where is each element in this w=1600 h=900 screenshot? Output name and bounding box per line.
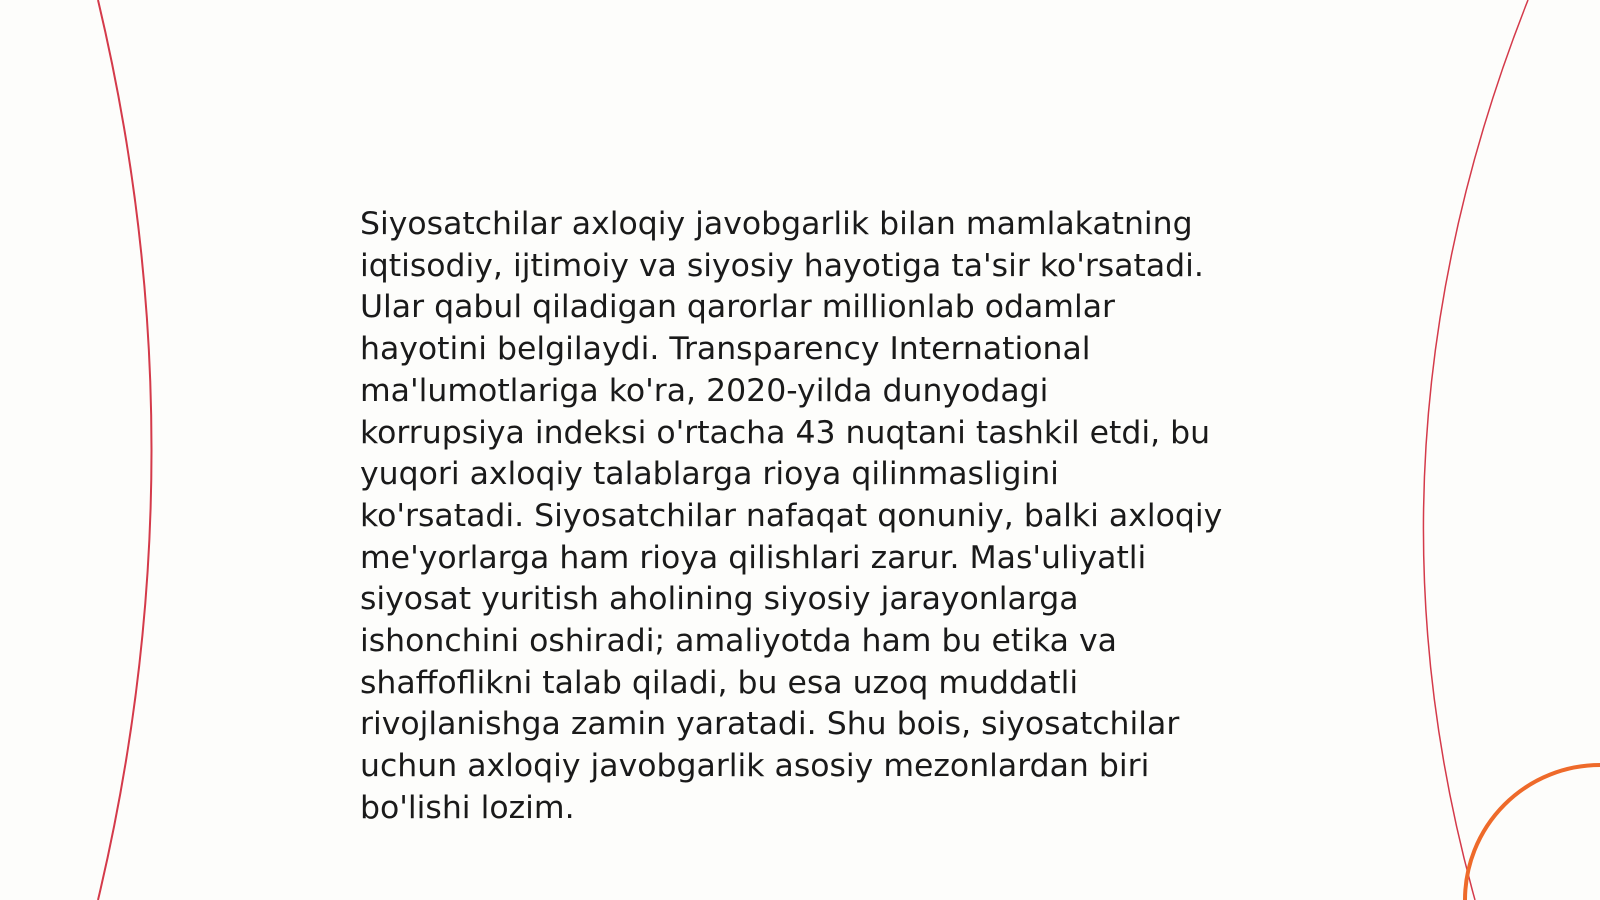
body-line: bo'lishi lozim. xyxy=(360,789,575,826)
orange-circle-accent xyxy=(1465,765,1600,900)
body-line: yuqori axloqiy talablarga rioya qilinmasligini xyxy=(360,456,1059,493)
body-paragraph xyxy=(360,204,1260,830)
left-curve-line xyxy=(98,0,152,900)
body-line: siyosat yuritish aholining siyosiy jarayonlarga xyxy=(360,581,1079,618)
body-line: Siyosatchilar axloqiy javobgarlik bilan mamlakatning xyxy=(360,206,1193,242)
body-line: iqtisodiy, ijtimoiy va siyosiy hayotiga ta'sir ko'rsatadi. xyxy=(360,247,1204,284)
body-line: me'yorlarga ham rioya qilishlari zarur. Mas'uliyatli xyxy=(360,539,1147,576)
body-line: ma'lumotlariga ko'ra, 2020-yilda dunyodagi xyxy=(360,372,1049,409)
right-curve-line xyxy=(1423,0,1528,900)
body-line: uchun axloqiy javobgarlik asosiy mezonlardan biri xyxy=(360,748,1150,785)
body-line: rivojlanishga zamin yaratadi. Shu bois, siyosatchilar xyxy=(360,706,1180,743)
body-line: Ular qabul qiladigan qarorlar millionlab odamlar xyxy=(360,289,1115,326)
body-line: korrupsiya indeksi o'rtacha 43 nuqtani tashkil etdi, bu xyxy=(360,414,1211,451)
body-line: ishonchini oshiradi; amaliyotda ham bu etika va xyxy=(360,623,1117,660)
body-line: hayotini belgilaydi. Transparency International xyxy=(360,331,1091,368)
body-line: shaffoflikni talab qiladi, bu esa uzoq muddatli xyxy=(360,664,1079,701)
body-line: ko'rsatadi. Siyosatchilar nafaqat qonuniy, balki axloqiy xyxy=(360,497,1223,534)
